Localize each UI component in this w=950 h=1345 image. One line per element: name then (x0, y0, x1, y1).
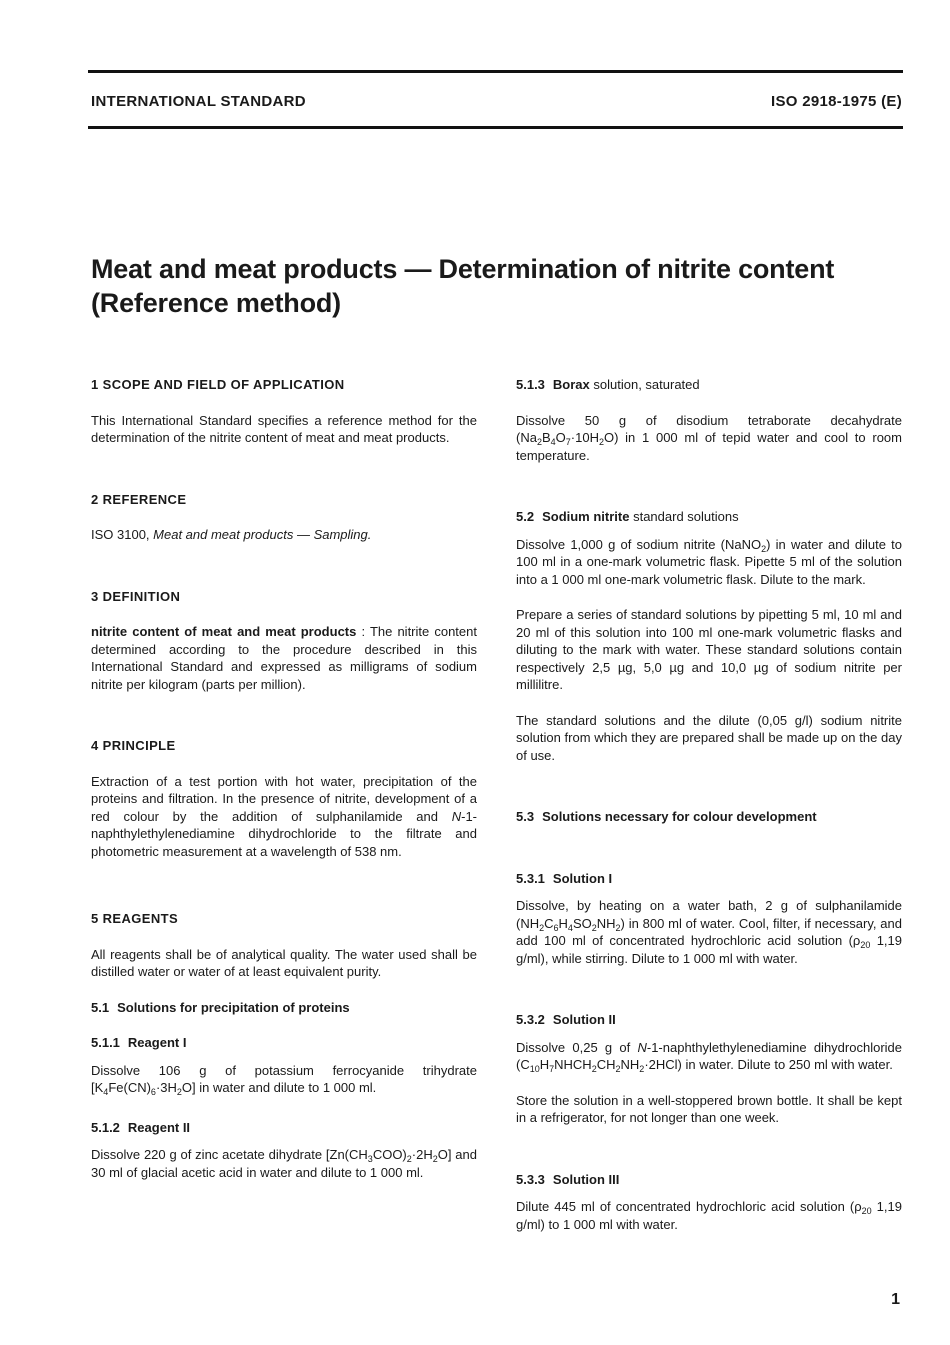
text: 1,19 g/ml) to 1 000 ml with water. (516, 1199, 902, 1232)
text: H (558, 915, 568, 931)
text: COO) (372, 1147, 407, 1162)
text: Solutions necessary for colour development (542, 809, 817, 824)
section-5-3-2-heading (516, 1011, 902, 1029)
text: 5.1 (91, 999, 110, 1015)
text: Solution II (552, 1012, 616, 1027)
text: Solution III (552, 1171, 620, 1187)
text: Solutions for precipitation of proteins (117, 999, 350, 1015)
text: ·2HCl) in water. Dilute to 250 ml with water. (644, 1057, 893, 1072)
text: N (637, 1039, 647, 1055)
section-3-body (91, 623, 477, 693)
section-1-body: This International Standard specifies a reference method for the determination of the nitrite content of meat and meat products. (91, 412, 477, 445)
text: ) in 800 ml of water. Cool, filter, if necessary, and add 100 ml of concentrated hydrochloric acid solution (ρ (516, 915, 902, 948)
text: 6 (150, 1087, 156, 1097)
section-5-body: All reagents shall be of analytical quality. The water used shall be distilled water or water of at least equivalent purity. (91, 946, 477, 979)
text: 5.3.1 (516, 870, 545, 886)
title-line-2: (Reference method) (91, 288, 341, 318)
section-5-2-body-3: The standard solutions and the dilute (0,05 g/l) sodium nitrite solution from which they are prepared shall be made up on the day of use. (516, 712, 902, 763)
text: 3 (367, 1154, 373, 1164)
text: ·2H (411, 1147, 433, 1162)
text: 2 (761, 543, 767, 554)
section-5-3-heading (516, 808, 902, 826)
text: 5.1.2 (91, 1119, 120, 1135)
text: 7 (549, 1064, 555, 1074)
text: H (539, 1057, 550, 1072)
text: 2 (406, 1154, 412, 1164)
text: N (451, 808, 462, 824)
text: O] and 30 ml of glacial acetic acid in water and dilute to 1 000 ml. (91, 1147, 477, 1180)
header-bottom-rule (88, 126, 903, 129)
text: standard solutions (629, 509, 739, 524)
text: ·3H (155, 1080, 177, 1095)
text: 20 (861, 1206, 872, 1216)
section-5-2-body-1 (516, 536, 902, 589)
text: C (544, 915, 554, 931)
text: -1-naphthylethylenediamine dihydrochloride to the filtrate and photometric measurement at a wavelength of 538 nm. (91, 808, 477, 859)
text: 4 (103, 1087, 109, 1097)
text: NHCH (554, 1057, 592, 1072)
section-5-1-2-body (91, 1146, 477, 1181)
text: Dissolve 0,25 g of (516, 1039, 638, 1055)
text: 2 (591, 1064, 597, 1074)
section-5-3-1-heading (516, 870, 902, 888)
text: NH (596, 915, 616, 931)
ref-code: ISO 3100, (91, 527, 154, 542)
text: 5.2 (516, 509, 535, 524)
document-title (91, 252, 911, 320)
text: 5.3 (516, 809, 535, 824)
section-3-heading: 3 DEFINITION (91, 588, 181, 604)
header-document-code: ISO 2918-1975 (E) (770, 93, 902, 110)
text: 2 (536, 437, 542, 447)
text: Extraction of a test portion with hot water, precipitation of the proteins and filtration. In the presence of nitrite, development of a red colour by the addition of sulphanilamide and (91, 773, 477, 824)
text: Dissolve 1,000 g of sodium nitrite (NaNO (516, 536, 762, 552)
section-4-heading: 4 PRINCIPLE (91, 738, 176, 753)
text: O] in water and dilute to 1 000 ml. (181, 1080, 377, 1095)
text: Sodium nitrite (542, 509, 630, 524)
text: Dilute 445 ml of concentrated hydrochloric acid solution (ρ (516, 1199, 862, 1214)
section-5-2-body-2: Prepare a series of standard solutions by pipetting 5 ml, 10 ml and 20 ml of this solution into 100 ml one-mark volumetric flasks and diluting to the mark with water. These standard solutions contain respectively 2,5 µg, 5,0 µg and 10,0 µg of sodium nitrite per millilitre. (516, 607, 902, 692)
text: B (541, 430, 551, 445)
section-5-1-heading (91, 999, 477, 1017)
text: 2 (539, 922, 545, 933)
text: Dissolve 106 g of potassium ferrocyanide trihydrate [K (91, 1062, 477, 1095)
text: ) in water and dilute to 100 ml in a one-mark volumetric flask. Pipette 5 ml of the solution into a 1 000 ml one-mark volumetric flask. Dilute to the mark. (516, 536, 902, 587)
section-2-body (91, 526, 477, 544)
text: CH (596, 1057, 616, 1072)
text: 6 (553, 922, 559, 933)
section-5-2-heading (516, 508, 902, 526)
left-column (91, 376, 477, 1181)
right-column (516, 376, 902, 1233)
text: ·10H (570, 430, 599, 445)
section-5-3-1-body (516, 897, 902, 967)
section-5-3-3-heading (516, 1171, 902, 1189)
text: Borax (552, 377, 590, 392)
text: 7 (565, 437, 571, 447)
text: Dissolve 220 g of zinc acetate dihydrate [Zn(CH (91, 1147, 368, 1162)
section-5-3-3-body (516, 1198, 902, 1233)
section-5-1-3-body (516, 412, 902, 465)
section-5-3-2-body-1 (516, 1039, 902, 1074)
text: 2 (432, 1154, 438, 1164)
text: solution, saturated (589, 377, 700, 392)
text: 2 (591, 922, 597, 933)
text: 2 (615, 922, 621, 933)
definition-text: : The nitrite content determined according to the procedure described in this International Standard and expressed as milligrams of sodium nitrite per kilogram (parts per million). (91, 624, 477, 692)
page-number: 1 (891, 1291, 900, 1308)
section-5-1-3-heading (516, 376, 902, 394)
text: 2 (598, 437, 604, 447)
text: 4 (567, 922, 573, 933)
text: Solution I (552, 870, 613, 886)
text: 2 (176, 1087, 182, 1097)
section-5-1-1-body (91, 1062, 477, 1097)
text: 1,19 g/ml), while stirring. Dilute to 1 000 ml with water. (516, 933, 902, 966)
text: -1-naphthylethylenediamine dihydrochloride (C (516, 1039, 902, 1072)
section-4-body (91, 773, 477, 861)
text: 2 (639, 1064, 645, 1074)
section-1-heading: 1 SCOPE AND FIELD OF APPLICATION (91, 377, 345, 392)
text: NH (620, 1057, 640, 1072)
text: 5.3.2 (516, 1012, 545, 1027)
section-5-heading: 5 REAGENTS (91, 911, 179, 926)
text: 5.3.3 (516, 1171, 545, 1187)
text: Reagent II (127, 1119, 191, 1135)
text: Reagent I (127, 1035, 187, 1050)
section-5-1-1-heading (91, 1034, 477, 1052)
text: O (555, 430, 566, 445)
text: SO (572, 915, 592, 931)
title-line-1: Meat and meat products — Determination of nitrite content (91, 254, 835, 284)
text: 2 (615, 1064, 621, 1074)
section-5-1-2-heading (91, 1119, 477, 1137)
text: Dissolve, by heating on a water bath, 2 g of sulphanilamide (NH (516, 898, 902, 931)
section-5-3-2-body-2: Store the solution in a well-stoppered brown bottle. It shall be kept in a refrigerator, for not longer than one week. (516, 1092, 902, 1125)
ref-title: Meat and meat products — Sampling. (153, 527, 372, 542)
text: Dissolve 50 g of disodium tetraborate decahydrate (Na (516, 412, 902, 445)
text: 4 (550, 437, 556, 447)
section-2-heading: 2 REFERENCE (91, 491, 187, 507)
definition-term: nitrite content of meat and meat products (91, 624, 357, 639)
header-top-rule (88, 70, 903, 73)
text: 5.1.1 (91, 1035, 120, 1050)
header-standard-label: INTERNATIONAL STANDARD (91, 93, 306, 110)
text: 5.1.3 (516, 377, 545, 392)
text: O) in 1 000 ml of tepid water and cool to room temperature. (516, 430, 902, 463)
text: 20 (860, 940, 871, 950)
text: Fe(CN) (108, 1080, 151, 1095)
text: 10 (529, 1064, 540, 1074)
